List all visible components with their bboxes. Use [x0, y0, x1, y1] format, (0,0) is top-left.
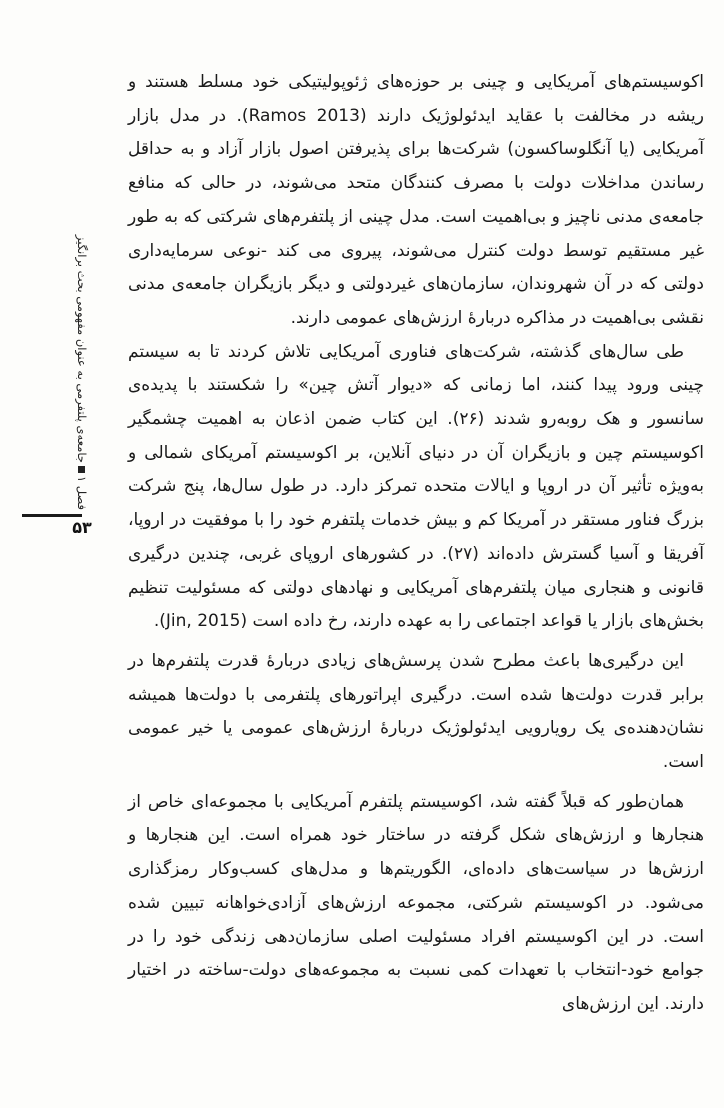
paragraph: اکوسیستم‌های آمریکایی و چینی بر حوزه‌های ژئوپولیتیکی خود مسلط هستند و ریشه در مخالفت با عقاید ایدئولوژیک دارند (Ramos 2013). در مدل بازار آمریکایی (یا آنگلوساکسون) شرکت‌ها برای پذیرفتن اصول بازار آزاد و به حداقل رساندن مداخلات دولت با مصرف کنندگان متحد می‌شوند، در حالی که منافع جامعه‌ی مدنی ناچیز و بی‌اهمیت است. مدل چینی از پلتفرم‌های شرکتی که به طور غیر مستقیم توسط دولت کنترل می‌شوند، پیروی می کند -نوعی سرمایه‌داری دولتی که در آن شهروندان، سازمان‌های غیردولتی و دیگر بازیگران جامعه‌ی مدنی نقشی بی‌اهمیت در مذاکره دربارهٔ ارزش‌های عمومی دارند. — [128, 72, 704, 328]
page-number: ۵۳ — [72, 518, 92, 537]
chapter-label: فصل ۱ — [75, 475, 89, 510]
body-text — [128, 66, 704, 1022]
running-head — [72, 108, 92, 510]
paragraph: این درگیری‌ها باعث مطرح شدن پرسش‌های زیادی دربارهٔ قدرت پلتفرم‌ها در برابر قدرت دولت‌ها شده است. درگیری اپراتورهای پلتفرمی با دولت‌ها همیشه نشان‌دهنده‌ی یک رویارویی ایدئولوژیک دربارهٔ ارزش‌های عمومی یا خیر عمومی است. — [128, 650, 704, 773]
paragraph: طی سال‌های گذشته، شرکت‌های فناوری آمریکایی تلاش کردند تا به سیستم چینی ورود پیدا کنند، اما زمانی که «دیوار آتش چین» را شکستند با پدیده‌ی سانسور و هک روبه‌رو شدند (۲۶). این کتاب ضمن اذعان به اهمیت چشمگیر اکوسیستم چین و بازیگران آن در دنیای آنلاین، بر اکوسیستم آمریکای شمالی و به‌ویژه تأثیر آن در اروپا و ایالات متحده تمرکز دارد. در طول سال‌ها، پنج شرکت بزرگ فناور مستقر در آمریکا کم و بیش خدمات پلتفرم خود را با موفقیت در اروپا، آفریقا و آسیا گسترش داده‌اند (۲۷). در کشورهای اروپای غربی، چندین درگیری قانونی و هنجاری میان پلتفرم‌های آمریکایی و نهادهای دولتی که مسئولیت تنظیم بخش‌های بازار یا قواعد اجتماعی را به عهده دارند، رخ داده است (Jin, 2015). — [128, 341, 704, 632]
chapter-title: جامعه‌ی پلتفرمی به عنوان مفهومی بحث برانگیز — [75, 234, 89, 463]
margin-rule — [22, 514, 82, 517]
square-marker-icon — [78, 466, 85, 473]
paragraph: همان‌طور که قبلاً گفته شد، اکوسیستم پلتفرم آمریکایی با مجموعه‌ای خاص از هنجارها و ارزش‌های شکل گرفته در ساختار خود همراه است. این هنجارها و ارزش‌ها در سیاست‌های داده‌ای، الگوریتم‌ها و مدل‌های کسب‌وکار رمزگذاری می‌شود. در اکوسیستم شرکتی، مجموعه ارزش‌های آزادی‌خواهانه تبیین شده است. در این اکوسیستم افراد مسئولیت اصلی سازمان‌دهی زندگی خود را در جوامع خود-انتخاب با تعهدات کمی نسبت به مجموعه‌های دولت-ساخته در اختیار دارند. این ارزش‌های — [128, 791, 704, 1014]
